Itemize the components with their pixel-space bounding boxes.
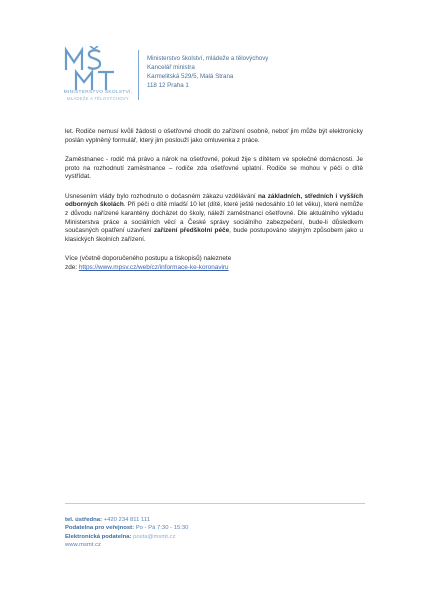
paragraph-government-resolution xyxy=(65,193,363,245)
logo-name-line: MINISTERSTVO ŠKOLSTVÍ, xyxy=(63,90,133,95)
hours-label: Podatelna pro veřejnost: xyxy=(65,525,135,532)
footer-divider xyxy=(65,503,365,504)
more-info-prefix: zde: xyxy=(65,263,79,271)
phone-value: +420 234 811 111 xyxy=(103,517,150,523)
logo-sub-line: MLÁDEŽE A TĚLOVÝCHOVY xyxy=(66,95,130,101)
paragraph-absence-form: let. Rodiče nemusí kvůli žádosti o ošetřovné chodit do zařízení osobně, neboť jim může být elektronicky poslán vyplněný formulář, který jim poslouží jako omluvenka z práce. xyxy=(65,128,363,144)
letter-body xyxy=(65,128,363,283)
letter-footer xyxy=(65,516,188,550)
address-line-ministry: Ministerstvo školství, mládeže a tělovýchovy xyxy=(147,55,269,62)
hours-value: Po - Pá 7:30 - 15:30 xyxy=(135,525,189,532)
website-link[interactable]: www.msmt.cz xyxy=(65,542,101,549)
footer-web xyxy=(65,541,188,549)
header-divider xyxy=(138,50,139,100)
resolution-text-e: , bude postupováno stejným způsobem jako u klasických školních zařízení. xyxy=(65,227,363,244)
mpsv-info-link[interactable]: https://www.mpsv.cz/web/cz/informace-ke-koronaviru xyxy=(78,263,229,271)
email-label: Elektronická podatelna: xyxy=(65,533,132,540)
address-line-street: Karmelitská 529/5, Malá Strana xyxy=(147,73,234,80)
header-address xyxy=(147,54,268,90)
resolution-text-a: Usnesením vlády bylo rozhodnuto o dočasném zákazu vzdělávání xyxy=(65,192,258,200)
paragraph-more-info xyxy=(65,255,363,272)
resolution-bold-preschool: zařízení předškolní péče xyxy=(153,227,230,235)
msmt-logo-mark xyxy=(60,46,130,92)
address-line-office: Kancelář ministra xyxy=(147,64,195,71)
address-line-city: 118 12 Praha 1 xyxy=(147,82,189,89)
footer-phone xyxy=(65,516,188,524)
email-value[interactable]: posta@msmt.cz xyxy=(133,533,176,540)
phone-label: tel. ústředna: xyxy=(65,517,102,523)
resolution-text-c: . Při péči o dítě mladší 10 let (dítě, které ještě nedosáhlo 10 let věku), které nemůže z důvodu nařízené karantény docházet do školy, náleží zaměstnanci ošetřovné. Dle aktuálního výkladu Ministerstva práce a sociálních věcí a České správy sociálního zabezpečení, bude-li důsledkem současných opatření uzavření xyxy=(65,201,363,235)
ministry-logo xyxy=(60,46,130,96)
footer-email xyxy=(65,533,188,541)
footer-hours xyxy=(65,524,188,532)
resolution-bold-schools: na základních, středních i vyšších odborných školách xyxy=(65,192,363,209)
ministry-logo-text xyxy=(58,90,138,101)
more-info-text: Více (včetně doporučeného postupu a tiskopisů) naleznete xyxy=(65,255,232,263)
paragraph-caregiver-rights: Zaměstnanec - rodič má právo a nárok na ošetřovné, pokud žije s dítětem ve společné domácnosti. Je proto na rozhodnutí zaměstnance – rodiče zda ošetřovné uplatní. Rodiče se mohou v péči o dítě vystřídat. xyxy=(65,155,363,181)
